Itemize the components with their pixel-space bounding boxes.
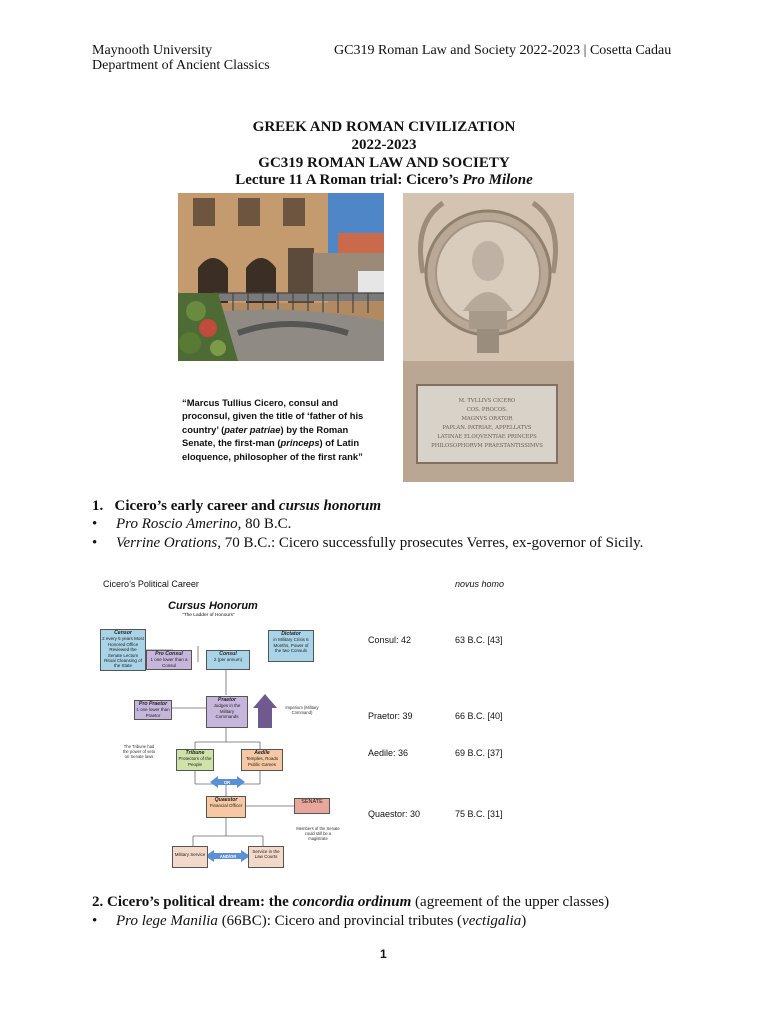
box-text: Service in the Law Courts [252,849,280,860]
box-title: Pro Praetor [138,701,168,707]
law-courts-box [248,846,284,868]
box-text: Financial Officer [209,803,243,809]
box-text: 1 one lower than a Consul [150,657,188,668]
title-civilization: GREEK AND ROMAN CIVILIZATION [252,119,516,135]
caption-italic-princeps: princeps [280,437,320,449]
plaque-line: LATINAE ELOQVENTIAE PRINCEPS [437,434,537,440]
career-office: Consul: 42 [368,635,412,645]
career-year: 63 B.C. [43] [455,635,503,645]
box-title: Consul [219,651,237,657]
section-2-heading [92,893,609,911]
career-office: Praetor: 39 [368,711,413,721]
box-title: Quaestor [214,797,238,803]
section-1-heading [92,497,381,515]
caption-text: ) by the Roman Senate, the first-man ( [182,423,349,449]
street-photo [178,193,384,361]
cicero-bust-photo [403,193,574,482]
bullet-italic: Pro Roscio Amerino [116,516,238,532]
plaque-line: COS. PROCOS. [466,407,508,413]
bullet-text: , 70 B.C.: Cicero successfully prosecutes Verres, ex-governor of Sicily. [217,535,644,551]
course-header: GC319 Roman Law and Society 2022-2023 | Cosetta Cadau [334,43,672,58]
bullet-italic: vectigalia [462,913,522,929]
page-number: 1 [380,947,387,961]
box-title: SENATE [301,799,323,805]
section-1-title-italic: cursus honorum [278,498,382,514]
box-title: Censor [114,630,132,636]
section-2-title-tail: (agreement of the upper classes) [411,894,610,910]
box-text: Temples, Roads Public Games [245,756,279,767]
bullet-italic: Pro lege Manilia [116,913,218,929]
caption-text: ) of Latin eloquence, philosopher of the first rank” [182,437,363,462]
bullet-text: ) [521,913,527,929]
street-photo-image [178,193,384,361]
novus-homo-label: novus homo [455,579,505,589]
bullet-text: (66BC): Cicero and provincial tributes ( [217,913,463,929]
military-service-box [172,846,208,868]
box-text: Protectors of the People [178,756,212,767]
imperium-note: Imperium (Military Command) [285,705,319,715]
title-lecture-italic: Pro Milone [462,172,533,188]
or-label: OR [223,780,231,785]
aedile-box [241,749,283,771]
title-lecture-text: Lecture 11 A Roman trial: Cicero’s [235,172,463,188]
career-office: Aedile: 36 [368,748,409,758]
section-2-title: Cicero’s political dream: the [107,894,293,910]
bullet-item [92,534,643,552]
diagram-title: Cursus Honorum [168,600,258,612]
cursus-honorum-diagram [98,598,348,873]
plaque-line: MAGNVS ORATOR [461,416,513,422]
plaque-line: PHILOSOPHORVM PRAESTANTISSIMVS [431,443,543,449]
career-year: 75 B.C. [31] [455,809,503,819]
box-title: Aedile [254,750,270,756]
praetor-box [206,696,248,728]
bullet-item [92,912,526,930]
bullet-item [92,515,291,533]
senate-note: Members of the Senate could still be a magistrate [296,826,340,841]
photo-caption [182,396,382,463]
section-1-title: Cicero’s early career and [114,498,279,514]
plaque-line: M. TVLLIVS CICERO [458,398,516,404]
box-text: Judges in the Military Commands [213,703,241,720]
pro-praetor-box [134,700,172,720]
imperium-arrow [253,694,277,728]
career-year: 66 B.C. [40] [455,711,503,721]
senate-box [294,798,330,814]
section-2-title-italic: concordia ordinum [292,894,412,910]
box-text: Military Service [174,852,206,857]
caption-italic-pater: pater patriae [224,423,281,435]
cicero-bust-image [403,193,574,482]
quaestor-box [206,796,246,818]
box-text: 2 (per annum) [213,657,243,663]
box-text: in Military Crisis 6 Months, Power of the two Consuls [273,637,309,654]
career-year: 69 B.C. [37] [455,748,503,758]
bullet-icon: • [92,535,98,551]
plaque-line: PAPLAN. PATRIAE, APPELLATVS [442,425,532,431]
and-or-label: AND/OR [219,854,237,859]
tribune-box [176,749,214,771]
section-1-number: 1. [92,498,104,514]
box-text: 2 every 5 years Most Honored Office Reviewed the Senate Lectum Ritual Cleansing of the State [102,636,144,669]
bullet-icon: • [92,913,98,929]
tribune-veto-note: The Tribune had the power of veto on Senate laws [122,744,156,759]
university-name: Maynooth University [92,43,213,58]
title-year: 2022-2023 [351,137,417,153]
department-name: Department of Ancient Classics [92,58,270,73]
bullet-icon: • [92,516,98,532]
career-heading: Cicero’s Political Career [103,579,199,589]
censor-box [100,629,146,671]
caption-text: “Marcus Tullius Cicero, consul and proconsul, given the title of ‘father of his country’ ( [182,397,364,435]
diagram-subtitle: "The Ladder of Honours" [182,613,235,618]
box-title: Praetor [217,697,237,703]
box-title: Tribune [185,750,205,756]
bullet-italic: Verrine Orations [116,535,218,551]
box-title: Dictator [281,631,301,637]
title-course: GC319 ROMAN LAW AND SOCIETY [258,155,510,171]
bullet-text: , 80 B.C. [237,516,292,532]
box-title: Pro Consul [155,651,183,657]
pro-consul-box [146,650,192,670]
consul-box [206,650,250,670]
section-2-number: 2. [92,894,104,910]
career-office: Quaestor: 30 [368,809,421,819]
title-lecture [0,172,768,189]
dictator-box [268,630,314,662]
box-text: 1 one lower than Praetor [136,707,170,718]
